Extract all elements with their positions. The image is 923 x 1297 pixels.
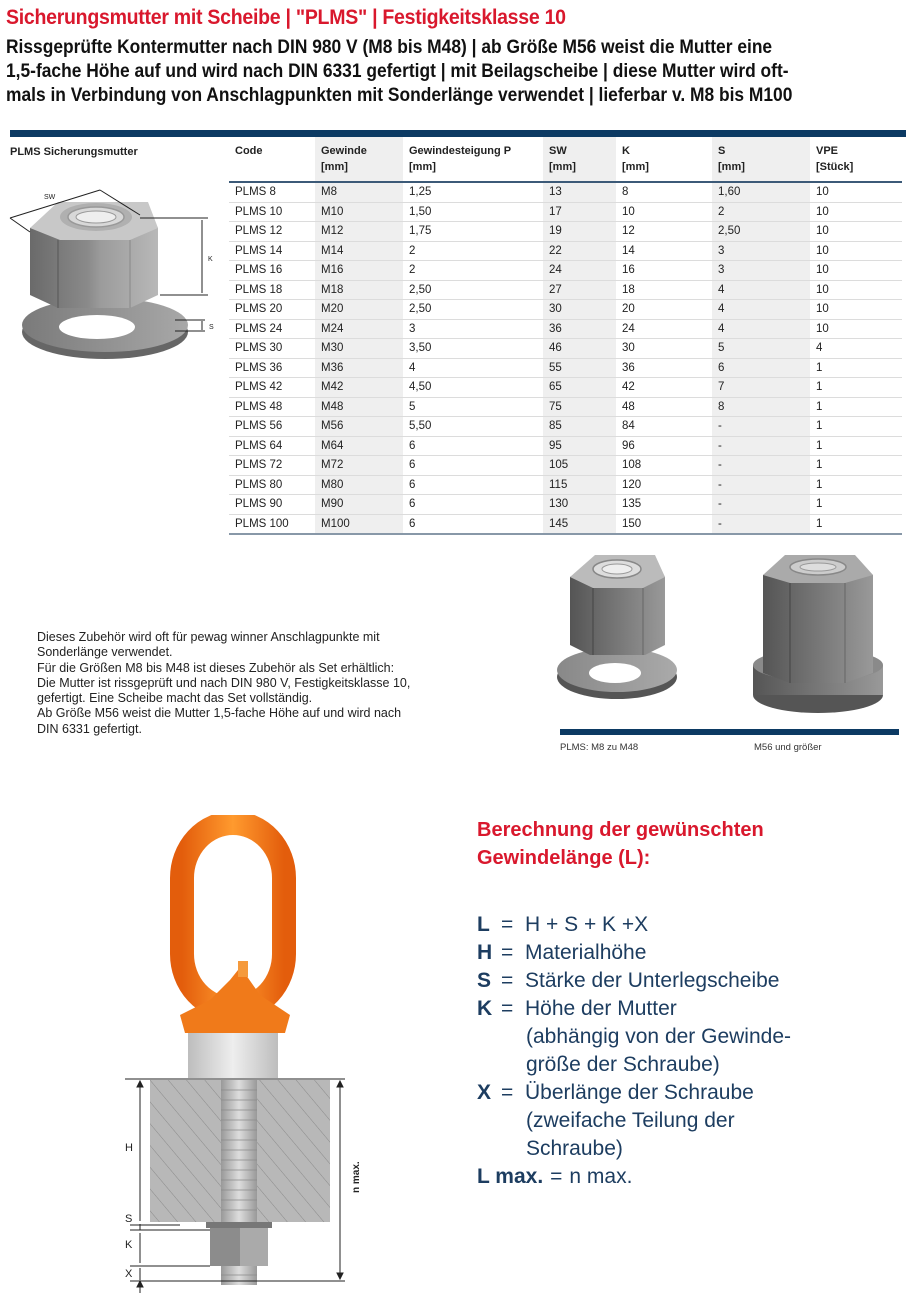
dim-k-asm-label: K (125, 1239, 133, 1251)
table-cell: PLMS 64 (229, 436, 315, 456)
table-cell: 10 (810, 300, 902, 320)
table-cell: 145 (543, 514, 616, 534)
subtitle-line: mals in Verbindung von Anschlagpunkten mit Sonderlänge verwendet | lieferbar v. M8 bis M100 (6, 85, 793, 106)
dim-sw-label: SW (44, 194, 56, 201)
page-title: Sicherungsmutter mit Scheibe | "PLMS" | Festigkeitsklasse 10 (6, 6, 566, 29)
table-cell: M14 (315, 241, 403, 261)
table-cell: 48 (616, 397, 712, 417)
table-cell: PLMS 100 (229, 514, 315, 534)
formula-row (477, 939, 791, 967)
formula-key: K (477, 997, 493, 1020)
formula-continuation: größe der Schraube) (526, 1053, 720, 1076)
table-row (229, 475, 902, 495)
table-cell: 3 (712, 261, 810, 281)
caption-right: M56 und größer (754, 742, 822, 753)
table-cell: 3 (712, 241, 810, 261)
formula-continuation: Schraube) (526, 1137, 623, 1160)
table-cell: 24 (543, 261, 616, 281)
table-cell: 6 (403, 436, 543, 456)
table-row (229, 358, 902, 378)
table-cell: 2 (403, 241, 543, 261)
table-cell: 105 (543, 456, 616, 476)
table-row (229, 397, 902, 417)
table-cell: 36 (616, 358, 712, 378)
description-line: Die Mutter ist rissgeprüft und nach DIN 980 V, Festigkeitsklasse 10, (37, 675, 411, 690)
table-cell: 30 (616, 339, 712, 359)
table-cell: 22 (543, 241, 616, 261)
table-cell: 4 (403, 358, 543, 378)
nut-with-washer-image (557, 555, 677, 699)
table-cell: 55 (543, 358, 616, 378)
table-cell: PLMS 90 (229, 495, 315, 515)
table-cell: 4 (712, 280, 810, 300)
table-row (229, 300, 902, 320)
formula-equals: = (501, 1081, 514, 1104)
col-header-gewinde: Gewinde [mm] (315, 137, 403, 182)
dim-s-label: S (209, 324, 214, 331)
table-cell: 8 (712, 397, 810, 417)
table-row (229, 202, 902, 222)
dim-x-label: X (125, 1268, 133, 1280)
formula-row (477, 1079, 791, 1107)
table-cell: 6 (403, 514, 543, 534)
table-cell: PLMS 14 (229, 241, 315, 261)
eye-collar (188, 1033, 278, 1078)
col-header-vpe: VPE [Stück] (810, 137, 902, 182)
table-cell: 5,50 (403, 417, 543, 437)
table-row (229, 436, 902, 456)
table-cell: M16 (315, 261, 403, 281)
table-cell: PLMS 8 (229, 182, 315, 202)
product-images (555, 555, 905, 725)
table-top-rule (10, 130, 906, 137)
table-cell: - (712, 475, 810, 495)
col-header-sw: SW [mm] (543, 137, 616, 182)
table-cell: 4 (712, 300, 810, 320)
table-cell: PLMS 48 (229, 397, 315, 417)
formula-row (477, 995, 791, 1023)
table-cell: PLMS 12 (229, 222, 315, 242)
table-cell: 108 (616, 456, 712, 476)
table-cell: PLMS 56 (229, 417, 315, 437)
table-cell: PLMS 30 (229, 339, 315, 359)
table-cell: M20 (315, 300, 403, 320)
table-cell: 13 (543, 182, 616, 202)
table-cell: 4 (712, 319, 810, 339)
table-cell: M48 (315, 397, 403, 417)
table-cell: 2 (403, 261, 543, 281)
table-cell: PLMS 16 (229, 261, 315, 281)
table-cell: M42 (315, 378, 403, 398)
table-cell: 1,25 (403, 182, 543, 202)
table-cell: 10 (810, 222, 902, 242)
table-cell: 135 (616, 495, 712, 515)
table-cell: PLMS 72 (229, 456, 315, 476)
formula-equals: = (501, 969, 514, 992)
table-row (229, 319, 902, 339)
table-cell: PLMS 18 (229, 280, 315, 300)
table-cell: 85 (543, 417, 616, 437)
nut-diagram (0, 180, 225, 375)
table-row (229, 241, 902, 261)
table-cell: 2,50 (403, 300, 543, 320)
table-cell: 2 (712, 202, 810, 222)
table-cell: M72 (315, 456, 403, 476)
table-cell: 10 (616, 202, 712, 222)
image-caption-rule (560, 729, 899, 735)
description-line: gefertigt. Eine Scheibe macht das Set vollständig. (37, 691, 313, 706)
table-row (229, 417, 902, 437)
formula-row-lmax (477, 1163, 791, 1191)
description-line: Für die Größen M8 bis M48 ist dieses Zubehör als Set erhältlich: (37, 660, 395, 675)
table-cell: 3,50 (403, 339, 543, 359)
table-cell: 6 (403, 475, 543, 495)
spec-table-body (229, 182, 902, 534)
table-cell: 42 (616, 378, 712, 398)
formula-text: n max. (569, 1165, 633, 1188)
formula-text: H + S + K +X (525, 913, 649, 936)
table-cell: 6 (403, 495, 543, 515)
table-cell: 5 (403, 397, 543, 417)
description-line: Ab Größe M56 weist die Mutter 1,5-fache Höhe auf und wird nach (37, 706, 402, 721)
heading-line: Gewindelänge (L): (477, 847, 651, 869)
table-cell: 10 (810, 261, 902, 281)
table-cell: M56 (315, 417, 403, 437)
formula-key: S (477, 969, 492, 992)
formula-equals: = (501, 941, 514, 964)
dim-h-label: H (125, 1142, 133, 1154)
table-cell: M30 (315, 339, 403, 359)
formula-equals: = (550, 1165, 563, 1188)
formula-list (477, 911, 791, 1191)
table-cell: 3 (403, 319, 543, 339)
table-cell: 1 (810, 436, 902, 456)
assembly-diagram (110, 815, 370, 1295)
table-cell: 10 (810, 182, 902, 202)
formula-key: H (477, 941, 493, 964)
table-cell: - (712, 417, 810, 437)
table-row (229, 182, 902, 202)
table-cell: 1 (810, 358, 902, 378)
washer-hole (59, 315, 135, 339)
description-line: Dieses Zubehör wird oft für pewag winner Anschlagpunkte mit (37, 630, 380, 644)
table-cell: 7 (712, 378, 810, 398)
table-cell: 24 (616, 319, 712, 339)
table-cell: - (712, 436, 810, 456)
table-cell: 65 (543, 378, 616, 398)
heading-line: Berechnung der gewünschten (477, 819, 764, 841)
formula-text: Überlänge der Schraube (525, 1081, 754, 1104)
dim-k-label: K (208, 256, 213, 263)
table-cell: 27 (543, 280, 616, 300)
formula-equals: = (501, 997, 514, 1020)
table-cell: 1,75 (403, 222, 543, 242)
table-cell: 12 (616, 222, 712, 242)
formula-text: Materialhöhe (525, 941, 647, 964)
table-cell: 1 (810, 495, 902, 515)
formula-row (477, 967, 791, 995)
table-row (229, 456, 902, 476)
table-row (229, 222, 902, 242)
table-cell: PLMS 36 (229, 358, 315, 378)
table-cell: 14 (616, 241, 712, 261)
table-cell: 46 (543, 339, 616, 359)
table-row (229, 495, 902, 515)
table-cell: PLMS 10 (229, 202, 315, 222)
table-cell: 1 (810, 475, 902, 495)
table-cell: 30 (543, 300, 616, 320)
description-line: DIN 6331 gefertigt. (37, 721, 142, 736)
formula-text: Höhe der Mutter (525, 997, 677, 1020)
formula-text: Stärke der Unterlegscheibe (525, 969, 780, 992)
formula-continuation: (zweifache Teilung der (526, 1109, 735, 1132)
table-cell: 6 (712, 358, 810, 378)
table-cell: 10 (810, 241, 902, 261)
table-cell: 16 (616, 261, 712, 281)
table-cell: M18 (315, 280, 403, 300)
formula-row (477, 911, 791, 939)
table-cell: 96 (616, 436, 712, 456)
table-cell: 1 (810, 417, 902, 437)
calculation-heading (477, 816, 764, 872)
table-cell: 10 (810, 202, 902, 222)
table-cell: 1 (810, 456, 902, 476)
table-cell: M36 (315, 358, 403, 378)
table-cell: 1 (810, 397, 902, 417)
description-line: Sonderlänge verwendet. (37, 645, 173, 660)
subtitle-line: Rissgeprüfte Kontermutter nach DIN 980 V (M8 bis M48) | ab Größe M56 weist die Mutter eine (6, 37, 773, 58)
table-cell: 6 (403, 456, 543, 476)
table-cell: 1,60 (712, 182, 810, 202)
table-cell: - (712, 514, 810, 534)
table-cell: M90 (315, 495, 403, 515)
table-cell: 2,50 (712, 222, 810, 242)
col-header-code: Code (229, 137, 315, 182)
assembly-washer (206, 1222, 272, 1228)
formula-key: X (477, 1081, 492, 1104)
table-row (229, 378, 902, 398)
lifting-eye-icon (180, 823, 290, 1033)
table-cell: PLMS 42 (229, 378, 315, 398)
table-cell: PLMS 20 (229, 300, 315, 320)
table-cell: 1,50 (403, 202, 543, 222)
table-cell: M8 (315, 182, 403, 202)
table-cell: 84 (616, 417, 712, 437)
col-header-s: S [mm] (712, 137, 810, 182)
tall-nut-image (753, 555, 883, 713)
table-cell: PLMS 80 (229, 475, 315, 495)
formula-key: L (477, 913, 490, 936)
table-cell: 120 (616, 475, 712, 495)
diagram-label: PLMS Sicherungsmutter (10, 146, 138, 158)
table-row (229, 261, 902, 281)
table-cell: M64 (315, 436, 403, 456)
table-cell: 150 (616, 514, 712, 534)
table-cell: M10 (315, 202, 403, 222)
spec-table (229, 137, 902, 535)
table-header-row (229, 137, 902, 182)
table-cell: 1 (810, 514, 902, 534)
table-cell: M80 (315, 475, 403, 495)
table-cell: 10 (810, 280, 902, 300)
caption-left: PLMS: M8 zu M48 (560, 742, 639, 753)
subtitle-line: 1,5-fache Höhe auf und wird nach DIN 6331 gefertigt | mit Beilagscheibe | diese Mutter wird oft- (6, 61, 789, 82)
table-cell: 19 (543, 222, 616, 242)
formula-continuation: (abhängig von der Gewinde- (526, 1025, 792, 1048)
col-header-k: K [mm] (616, 137, 712, 182)
dim-s-asm-label: S (125, 1213, 133, 1225)
table-cell: 2,50 (403, 280, 543, 300)
table-cell: 20 (616, 300, 712, 320)
table-cell: - (712, 456, 810, 476)
description-text (37, 630, 497, 737)
formula-equals: = (501, 913, 514, 936)
table-cell: PLMS 24 (229, 319, 315, 339)
table-cell: 130 (543, 495, 616, 515)
table-cell: M12 (315, 222, 403, 242)
table-cell: 5 (712, 339, 810, 359)
table-row (229, 280, 902, 300)
table-cell: - (712, 495, 810, 515)
table-cell: M24 (315, 319, 403, 339)
table-cell: 8 (616, 182, 712, 202)
table-cell: 4 (810, 339, 902, 359)
table-cell: 17 (543, 202, 616, 222)
table-cell: 115 (543, 475, 616, 495)
formula-key: L max. (477, 1165, 544, 1188)
table-cell: 75 (543, 397, 616, 417)
table-cell: 18 (616, 280, 712, 300)
table-cell: 10 (810, 319, 902, 339)
table-row (229, 339, 902, 359)
col-header-steigung: Gewindesteigung P [mm] (403, 137, 543, 182)
table-cell: M100 (315, 514, 403, 534)
table-cell: 1 (810, 378, 902, 398)
page-subtitle (6, 36, 903, 108)
table-cell: 36 (543, 319, 616, 339)
table-cell: 4,50 (403, 378, 543, 398)
dim-nmax-label: n max. (351, 1161, 362, 1193)
table-row (229, 514, 902, 534)
table-cell: 95 (543, 436, 616, 456)
